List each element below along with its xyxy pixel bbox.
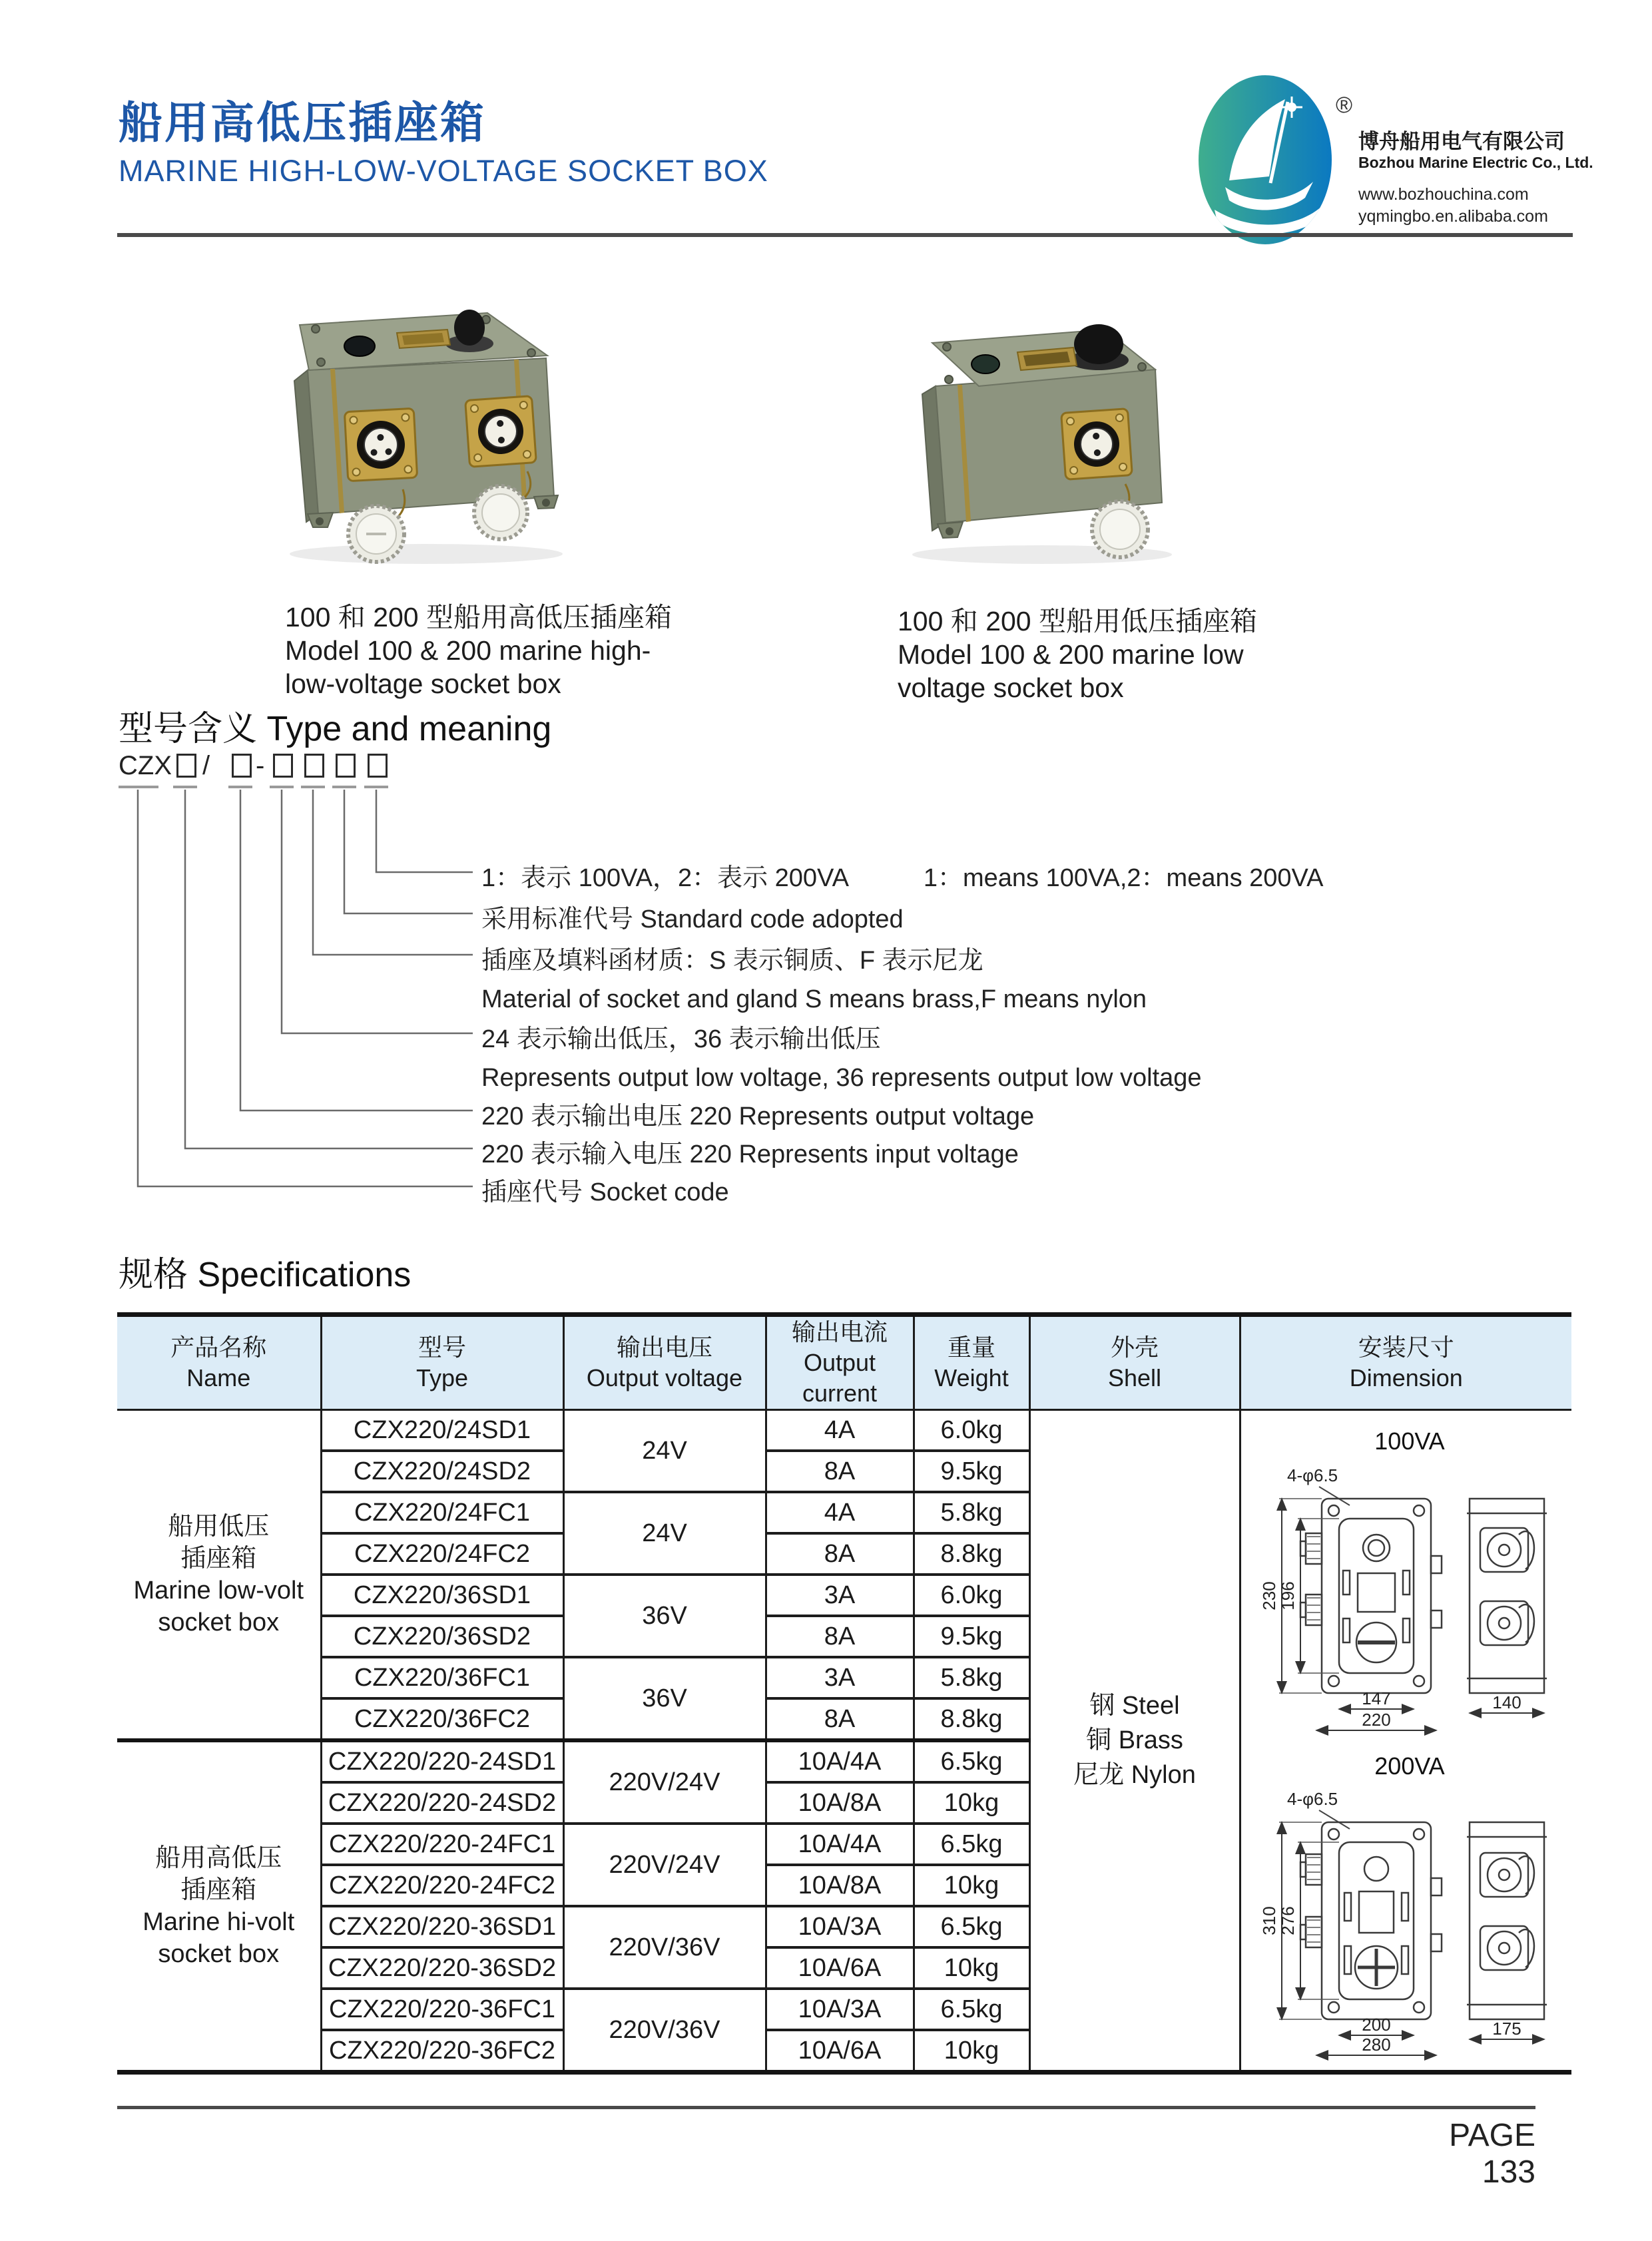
page-number: PAGE 133 <box>1449 2118 1535 2190</box>
sailboat-logo-icon <box>1191 69 1344 252</box>
code-dash: - <box>256 751 265 780</box>
col-header-weight: 重量 Weight <box>914 1315 1029 1410</box>
cell-voltage: 36V <box>563 1657 766 1740</box>
cell-type: CZX220/220-36SD2 <box>321 1947 563 1989</box>
cell-type: CZX220/24SD1 <box>321 1410 563 1451</box>
cell-current: 10A/6A <box>766 1947 914 1989</box>
dimension-drawings <box>1241 1420 1572 2061</box>
cell-weight: 9.5kg <box>914 1451 1029 1492</box>
cell-type: CZX220/220-24FC1 <box>321 1824 563 1865</box>
section-heading-specifications: 规格 Specifications <box>119 1256 412 1294</box>
product-photo-low-voltage-box <box>886 303 1192 569</box>
section-heading-type-meaning: 型号含义 Type and meaning <box>119 710 552 748</box>
col-header-type: 型号 Type <box>321 1315 563 1410</box>
cell-type: CZX220/220-36SD1 <box>321 1906 563 1947</box>
cell-shell: 钢 Steel 铜 Brass 尼龙 Nylon <box>1029 1410 1240 2073</box>
cell-current: 8A <box>766 1533 914 1575</box>
cell-current: 10A/4A <box>766 1824 914 1865</box>
caption-high-low-voltage-box <box>285 601 672 700</box>
cell-type: CZX220/220-36FC1 <box>321 1989 563 2030</box>
caption-line-zh: 100 和 200 型船用低压插座箱 <box>898 606 1257 636</box>
cell-weight: 10kg <box>914 1782 1029 1824</box>
cell-weight: 10kg <box>914 1865 1029 1906</box>
code-box-material <box>304 754 324 778</box>
company-name-en: Bozhou Marine Electric Co., Ltd. <box>1358 154 1593 171</box>
cell-current: 8A <box>766 1698 914 1740</box>
table-header-row <box>117 1315 1571 1410</box>
code-label-low-voltage: 24 表示输出低压，36 表示输出低压 Represents output low voltage, 36 represents output low voltage <box>481 1025 1202 1092</box>
caption-line-en2: voltage socket box <box>898 672 1124 703</box>
caption-line-zh: 100 和 200 型船用高低压插座箱 <box>285 602 672 632</box>
type-code-diagram <box>119 751 1563 1217</box>
cell-weight: 5.8kg <box>914 1657 1029 1698</box>
code-label-standard: 采用标准代号 Standard code adopted <box>481 905 904 933</box>
dim-depth: 140 <box>1492 1692 1521 1712</box>
dim-inner-height: 196 <box>1277 1581 1298 1611</box>
page-title-en: MARINE HIGH-LOW-VOLTAGE SOCKET BOX <box>119 153 768 188</box>
cell-weight: 6.0kg <box>914 1410 1029 1451</box>
cell-type: CZX220/220-36FC2 <box>321 2030 563 2073</box>
drawing-title: 100VA <box>1374 1427 1445 1455</box>
specifications-table <box>117 1312 1571 2075</box>
cell-voltage: 220V/36V <box>563 1989 766 2073</box>
caption-line-en1: Model 100 & 200 marine high- <box>285 635 651 666</box>
cell-weight: 8.8kg <box>914 1698 1029 1740</box>
cell-weight: 10kg <box>914 2030 1029 2073</box>
code-box-low-voltage <box>273 754 293 778</box>
footer-divider <box>117 2106 1535 2109</box>
cell-weight: 8.8kg <box>914 1533 1029 1575</box>
cell-type: CZX220/24SD2 <box>321 1451 563 1492</box>
product-name-hi-volt: 船用高低压 插座箱 Marine hi-volt socket box <box>117 1740 321 2073</box>
cell-voltage: 220V/24V <box>563 1824 766 1906</box>
cell-type: CZX220/24FC1 <box>321 1492 563 1533</box>
code-slash: / <box>202 751 210 780</box>
company-name-zh: 博舟船用电气有限公司 <box>1358 130 1565 153</box>
dimension-drawing-200va <box>1250 1748 1563 2061</box>
dim-depth: 175 <box>1492 2019 1521 2039</box>
code-label-output-voltage: 220 表示输出电压 220 Represents output voltage <box>481 1103 1035 1130</box>
code-box-standard <box>336 754 356 778</box>
cell-current: 4A <box>766 1492 914 1533</box>
table-row <box>117 1410 1571 1451</box>
cell-voltage: 24V <box>563 1410 766 1493</box>
cell-voltage: 220V/36V <box>563 1906 766 1989</box>
cell-weight: 6.0kg <box>914 1575 1029 1616</box>
cell-type: CZX220/36FC2 <box>321 1698 563 1740</box>
col-header-name: 产品名称 Name <box>117 1315 321 1410</box>
dim-inner-height: 276 <box>1277 1906 1298 1935</box>
cell-type: CZX220/24FC2 <box>321 1533 563 1575</box>
cell-weight: 5.8kg <box>914 1492 1029 1533</box>
cell-current: 10A/8A <box>766 1865 914 1906</box>
cell-weight: 9.5kg <box>914 1616 1029 1657</box>
cell-current: 10A/4A <box>766 1740 914 1782</box>
registered-trademark-icon: ® <box>1336 93 1353 118</box>
cell-weight: 6.5kg <box>914 1906 1029 1947</box>
cell-type: CZX220/220-24SD1 <box>321 1740 563 1782</box>
hole-callout: 4-φ6.5 <box>1286 1789 1338 1809</box>
cell-current: 10A/8A <box>766 1782 914 1824</box>
cell-type: CZX220/220-24SD2 <box>321 1782 563 1824</box>
company-alibaba-site: yqmingbo.en.alibaba.com <box>1358 207 1548 226</box>
code-box-va-rating <box>368 754 388 778</box>
company-logo <box>1191 69 1593 252</box>
cell-weight: 6.5kg <box>914 1989 1029 2030</box>
code-prefix: CZX <box>119 751 172 780</box>
code-label-input-voltage: 220 表示输入电压 220 Represents input voltage <box>481 1140 1019 1168</box>
hole-callout: 4-φ6.5 <box>1286 1465 1338 1485</box>
cell-current: 4A <box>766 1410 914 1451</box>
page-title-zh: 船用高低压插座箱 <box>119 98 486 147</box>
code-box-input-voltage <box>176 754 196 778</box>
dim-inner-width: 147 <box>1362 1688 1391 1708</box>
caption-line-en1: Model 100 & 200 marine low <box>898 639 1244 670</box>
caption-low-voltage-box <box>898 605 1257 704</box>
cell-current: 3A <box>766 1575 914 1616</box>
dim-outer-width: 220 <box>1362 1710 1391 1730</box>
cell-weight: 10kg <box>914 1947 1029 1989</box>
cell-current: 10A/6A <box>766 2030 914 2073</box>
col-header-output-current: 输出电流 Output current <box>766 1315 914 1410</box>
caption-line-en2: low-voltage socket box <box>285 668 561 699</box>
code-label-material: 插座及填料函材质：S 表示铜质、F 表示尼龙 Material of socket and gland S means brass,F means nylon <box>481 947 1147 1013</box>
col-header-shell: 外壳 Shell <box>1029 1315 1240 1410</box>
product-photo-high-low-voltage-box <box>266 293 579 569</box>
cell-current: 8A <box>766 1616 914 1657</box>
product-name-low-volt: 船用低压 插座箱 Marine low-volt socket box <box>117 1410 321 1741</box>
dimension-drawing-100va <box>1250 1420 1563 1744</box>
cell-current: 10A/3A <box>766 1906 914 1947</box>
cell-type: CZX220/36SD1 <box>321 1575 563 1616</box>
dim-outer-height: 230 <box>1258 1581 1279 1611</box>
col-header-output-voltage: 输出电压 Output voltage <box>563 1315 766 1410</box>
cell-type: CZX220/220-24FC2 <box>321 1865 563 1906</box>
cell-voltage: 24V <box>563 1492 766 1575</box>
code-label-va-rating: 1：表示 100VA，2：表示 200VA 1：means 100VA,2：means 200VA <box>481 864 1324 892</box>
cell-weight: 6.5kg <box>914 1740 1029 1782</box>
cell-weight: 6.5kg <box>914 1824 1029 1865</box>
dim-outer-height: 310 <box>1258 1906 1279 1935</box>
dim-inner-width: 200 <box>1362 2015 1391 2035</box>
page-title <box>119 99 768 188</box>
cell-current: 10A/3A <box>766 1989 914 2030</box>
company-website: www.bozhouchina.com <box>1358 185 1529 204</box>
cell-type: CZX220/36FC1 <box>321 1657 563 1698</box>
dim-outer-width: 280 <box>1362 2035 1391 2055</box>
code-label-socket-code: 插座代号 Socket code <box>481 1178 729 1206</box>
cell-voltage: 36V <box>563 1575 766 1657</box>
col-header-dimension: 安装尺寸 Dimension <box>1240 1315 1571 1410</box>
cell-voltage: 220V/24V <box>563 1740 766 1824</box>
drawing-title: 200VA <box>1374 1752 1445 1780</box>
cell-type: CZX220/36SD2 <box>321 1616 563 1657</box>
cell-current: 8A <box>766 1451 914 1492</box>
cell-current: 3A <box>766 1657 914 1698</box>
cell-dimension-drawings <box>1240 1410 1571 2073</box>
header-divider <box>117 233 1573 237</box>
code-box-output-voltage <box>232 754 252 778</box>
